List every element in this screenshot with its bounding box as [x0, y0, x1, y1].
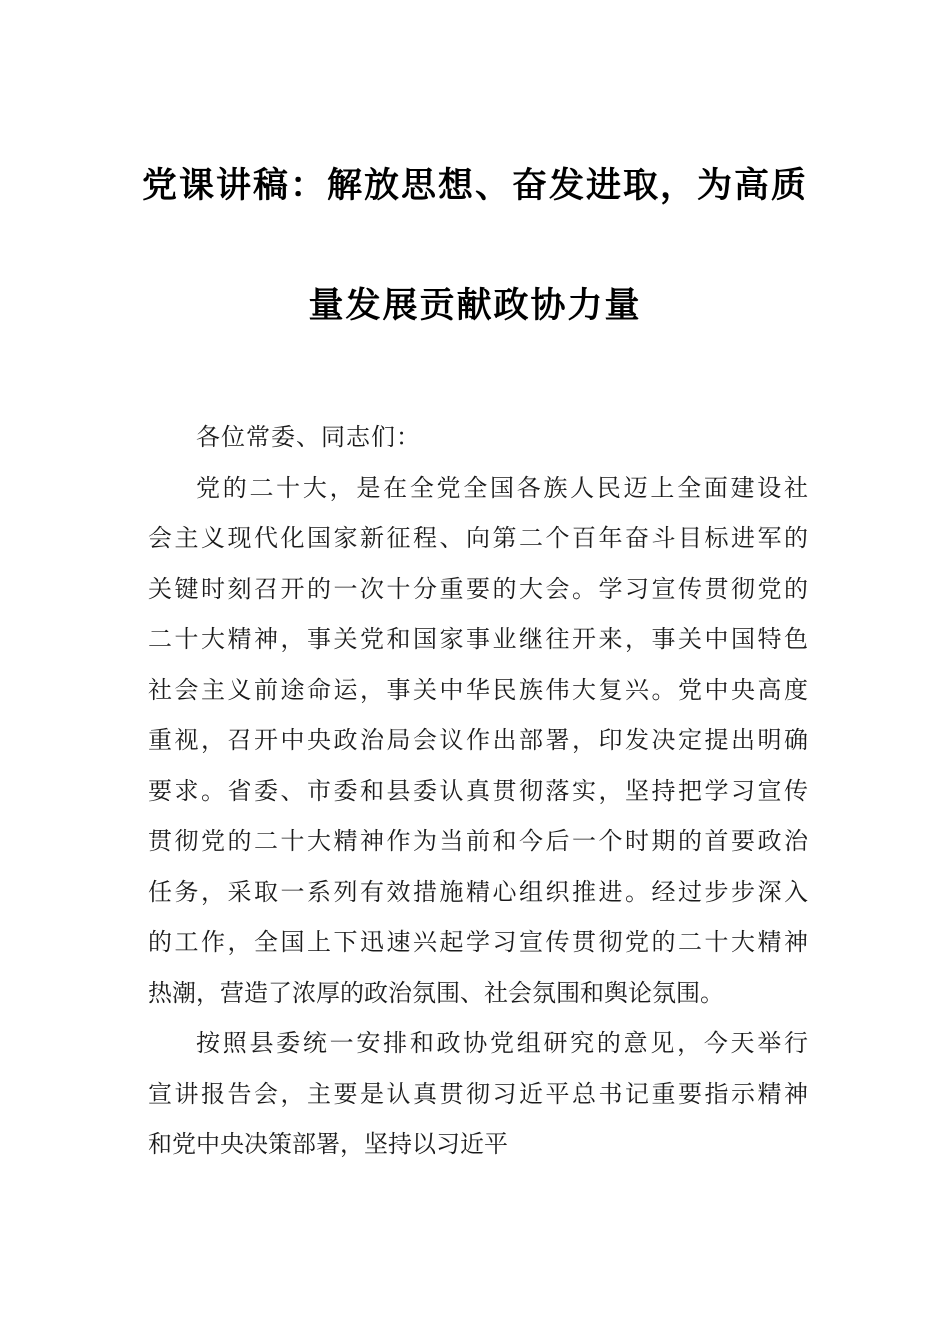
document-title-line-2: 量发展贡献政协力量 — [308, 285, 642, 326]
text-line: 的工作，全国上下迅速兴起学习宣传贯彻党的二十大精神 — [148, 928, 808, 956]
text-line: 贯彻党的二十大精神作为当前和今后一个时期的首要政治 — [148, 827, 808, 855]
text-line: 任务，采取一系列有效措施精心组织推进。经过步步深入 — [148, 877, 808, 906]
text-line: 热潮，营造了浓厚的政治氛围、社会氛围和舆论氛围。 — [148, 978, 724, 1007]
text-line: 会主义现代化国家新征程、向第二个百年奋斗目标进军的 — [148, 524, 808, 552]
paragraph-1 — [148, 463, 808, 1019]
paragraph-2 — [148, 1018, 808, 1170]
text-line: 关键时刻召开的一次十分重要的大会。学习宣传贯彻党的 — [148, 574, 808, 603]
text-line: 社会主义前途命运，事关中华民族伟大复兴。党中央高度 — [148, 675, 808, 704]
document-title-line-1: 党课讲稿：解放思想、奋发进取，为高质 — [141, 165, 808, 206]
document-body — [148, 412, 808, 1170]
text-line: 要求。省委、市委和县委认真贯彻落实，坚持把学习宣传 — [148, 776, 808, 805]
text-line: 重视，召开中央政治局会议作出部署，印发决定提出明确 — [148, 726, 808, 754]
text-line: 党的二十大，是在全党全国各族人民迈上全面建设社 — [196, 473, 808, 502]
text-line: 按照县委统一安排和政协党组研究的意见，今天举行 — [196, 1029, 808, 1057]
greeting: 各位常委、同志们： — [196, 423, 421, 451]
text-line: 和党中央决策部署，坚持以习近平 — [148, 1130, 508, 1158]
text-line: 宣讲报告会，主要是认真贯彻习近平总书记重要指示精神 — [148, 1079, 808, 1108]
text-line: 二十大精神，事关党和国家事业继往开来，事关中国特色 — [148, 625, 808, 653]
